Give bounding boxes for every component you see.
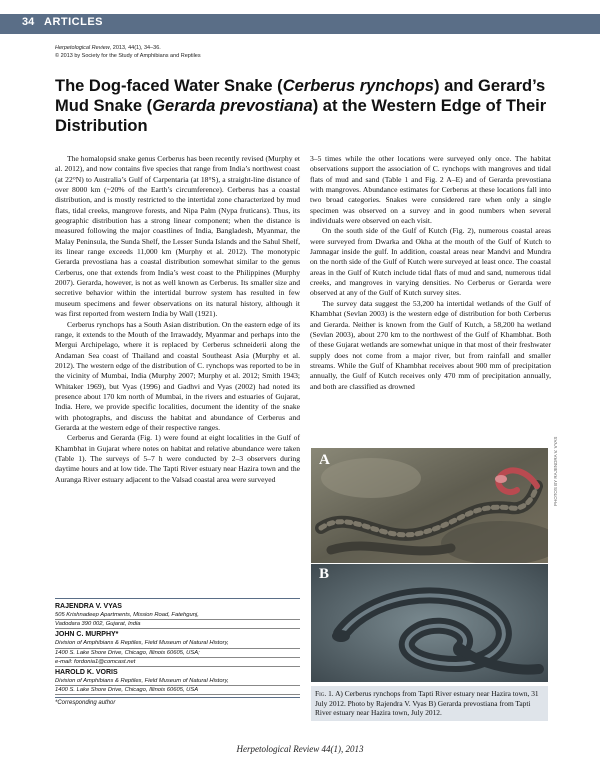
affiliation-line: Vadodara 390 002, Gujarat, India (55, 620, 300, 629)
caption-label: Fig. 1. (315, 689, 334, 698)
journal-name: Herpetological Review (55, 45, 110, 51)
corresponding-author-note: *Corresponding author (55, 697, 300, 706)
article-title (55, 76, 555, 136)
title-part: ) at the Western Edge of Their Distribution (55, 97, 547, 135)
paragraph: Cerberus and Gerarda (Fig. 1) were found at eight localities in the Gulf of Khambhat in Gujarat where notes on habitat and relative abundance were taken (Table 1). The surveys of 5–7 h were conducted by 2–3 observers during daytime hours and at low tide. The Tapti River estuary near Hazira town and the Auranga River estuary adjacent to the Valsad coastal area were surveyed (55, 433, 300, 484)
title-part: ) and Gerard’s Mud Snake ( (55, 77, 546, 115)
paragraph: 3–5 times while the other locations were surveyed only once. The habitat observations support the association of C. rynchops with mangroves and tidal flats of mud and sand (Table 1 and Fig. 2 A–E) and of Gerarda prevostiana with mangroves. Abundance estimates for Cerberus at these locations fall into two broad categories. Snakes were considered rare when only a single specimen was observed on a survey and in good numbers when several individuals were observed on each visit. (310, 154, 551, 226)
paragraph: On the south side of the Gulf of Kutch (Fig. 2), numerous coastal areas were surveyed from Dwarka and Okha at the mouth of the Gulf of Kutch to Jamnagar inside the gulf. In addition, coastal areas near Mandvi and Mundra on the north side of the Gulf of Kutch were surveyed at least once. The coastal areas in the Gulf of Kutch include tidal flats of mud and sand, numerous tidal creeks, and mangroves in varying densities. No Cerberus or Gerarda were observed at any of the Gulf of Kutch survey sites. (310, 226, 551, 298)
copyright: © 2013 by Society for the Study of Amphibians and Reptiles (55, 53, 201, 59)
cerberus-photo-illustration (311, 448, 548, 563)
section-header-bar (0, 14, 600, 34)
page-number: 34 (22, 16, 35, 28)
author-entry (55, 630, 300, 667)
author-block (55, 598, 300, 706)
gerarda-photo-illustration (311, 564, 548, 682)
body-column-right (310, 154, 551, 392)
email-line[interactable]: e-mail: fordonia1@comcast.net (55, 658, 300, 667)
caption-text: A) Cerberus rynchops from Tapti River estuary near Hazira town, 31 July 2012. Photo by Rajendra V. Vyas B) Gerarda prevostiana from Tapti River estuary near Hazira town, July 2012. (315, 689, 539, 718)
author-name: JOHN C. MURPHY* (55, 631, 119, 639)
affiliation-line: 1400 S. Lake Shore Drive, Chicago, Illinois 60605, USA; (55, 649, 300, 658)
figure-caption (311, 686, 548, 721)
affiliation-line: 1400 S. Lake Shore Drive, Chicago, Illinois 60605, USA (55, 686, 300, 695)
affiliation-line: 505 Krishnadeep Apartments, Mission Road, Fatehgunj, (55, 611, 300, 620)
figure-photo-a (311, 448, 548, 563)
affiliation-line: Division of Amphibians & Reptiles, Field Museum of Natural History, (55, 677, 300, 686)
paragraph: Cerberus rynchops has a South Asian distribution. On the eastern edge of its range, it extends to the Mouth of the Irrawaddy, Myanmar and perhaps into the Mergui Archipelago, where it is replaced by Cerberus schneiderii along the Andaman Sea coast of Thailand and coastal Southeast Asia (Murphy et al. 2012). The western edge of the distribution of C. rynchops was reported to be in the vicinity of Mumbai, India (Murphy 2007; Murphy et al. 2012; Smith 1943; Whitaker 1969), but Vyas (1996) and Gadhvi and Vyas (2002) had noted its presence about 170 km north of Mumbai, in the rivers and estuaries of Gujarat, India. Here, we provide specific localities, document the identity of the snake with photographs, and discuss the habitat and abundance of Cerberus and Gerarda at the western edge of their respective ranges. (55, 319, 300, 432)
author-entry (55, 668, 300, 695)
title-species: Cerberus rynchops (282, 77, 434, 95)
author-entry (55, 602, 300, 629)
author-name: RAJENDRA V. VYAS (55, 603, 122, 610)
title-species: Gerarda prevostiana (152, 97, 313, 115)
section-label: ARTICLES (44, 16, 103, 28)
affiliation-line: Division of Amphibians & Reptiles, Field Museum of Natural History, (55, 639, 300, 648)
citation (55, 44, 201, 60)
figure-photo-b (311, 564, 548, 682)
page-footer: Herpetological Review 44(1), 2013 (236, 744, 364, 754)
body-column-left (55, 154, 300, 485)
figure-label-b: B (319, 566, 330, 582)
figure-label-a: A (319, 452, 330, 468)
paragraph: The survey data suggest the 53,200 ha intertidal wetlands of the Gulf of Khambhat (Sevlan 2003) is the western edge of distribution for both Cerberus and Gerarda. Neither is known from the Gulf of Kutch, a 58,200 ha wetland (Sevlan 2003), about 270 km to the northwest of the Gulf of Khambhat. Both of these Gujarat wetlands are somewhat unique in that most of their freshwater supply does not come from a major river, but from rainfall and smaller streams. While the Gulf of Khambhat receives about 900 mm of precipitation annually, the Gulf of Kutch receives only 470 mm of precipitation annually, and both are classified as drowned (310, 298, 551, 391)
author-name: HAROLD K. VORIS (55, 669, 118, 677)
photo-credit: PHOTOS BY RAJENDRA V. VYAS (553, 436, 558, 506)
paragraph: The homalopsid snake genus Cerberus has been recently revised (Murphy et al. 2012), and now contains five species that range from India’s northwest coast (at 22°N) to Australia’s Gulf of Carpentaria (at 18°S), a straight-line distance of over 8000 km (~20% of the Earth’s circumference). Cerberus has a coastal distribution, and is mostly restricted to the intertidal zone characterized by mud flats, tidal creeks, mangrove forests, and Nipa Palm (Nypa fruticans). Thus, its geographic distribution has a strong linear component; when the distance is measured following the major coastlines of India, Bangladesh, Myanmar, the Malay Peninsula, the Sunda Shelf, the Lesser Sunda Islands and the Sahul Shelf, its linear range exceeds 11,000 km (Murphy et al. 2012). The monotypic Gerarda prevostiana has a coastal distribution somewhat similar to the genus Cerberus, one that extends from India’s west coast to the Philippines (Murphy 2007). Gerarda, however, is not as well known as Cerberus. Its smaller size and secretive behavior within the intertidal burrow system has resulted in few museum specimens and fewer observations on its natural history, although it was first reported from western India by Wall (1921). (55, 154, 300, 319)
title-part: The Dog-faced Water Snake ( (55, 77, 283, 95)
volume-pages: , 2013, 44(1), 34–36. (109, 45, 161, 51)
